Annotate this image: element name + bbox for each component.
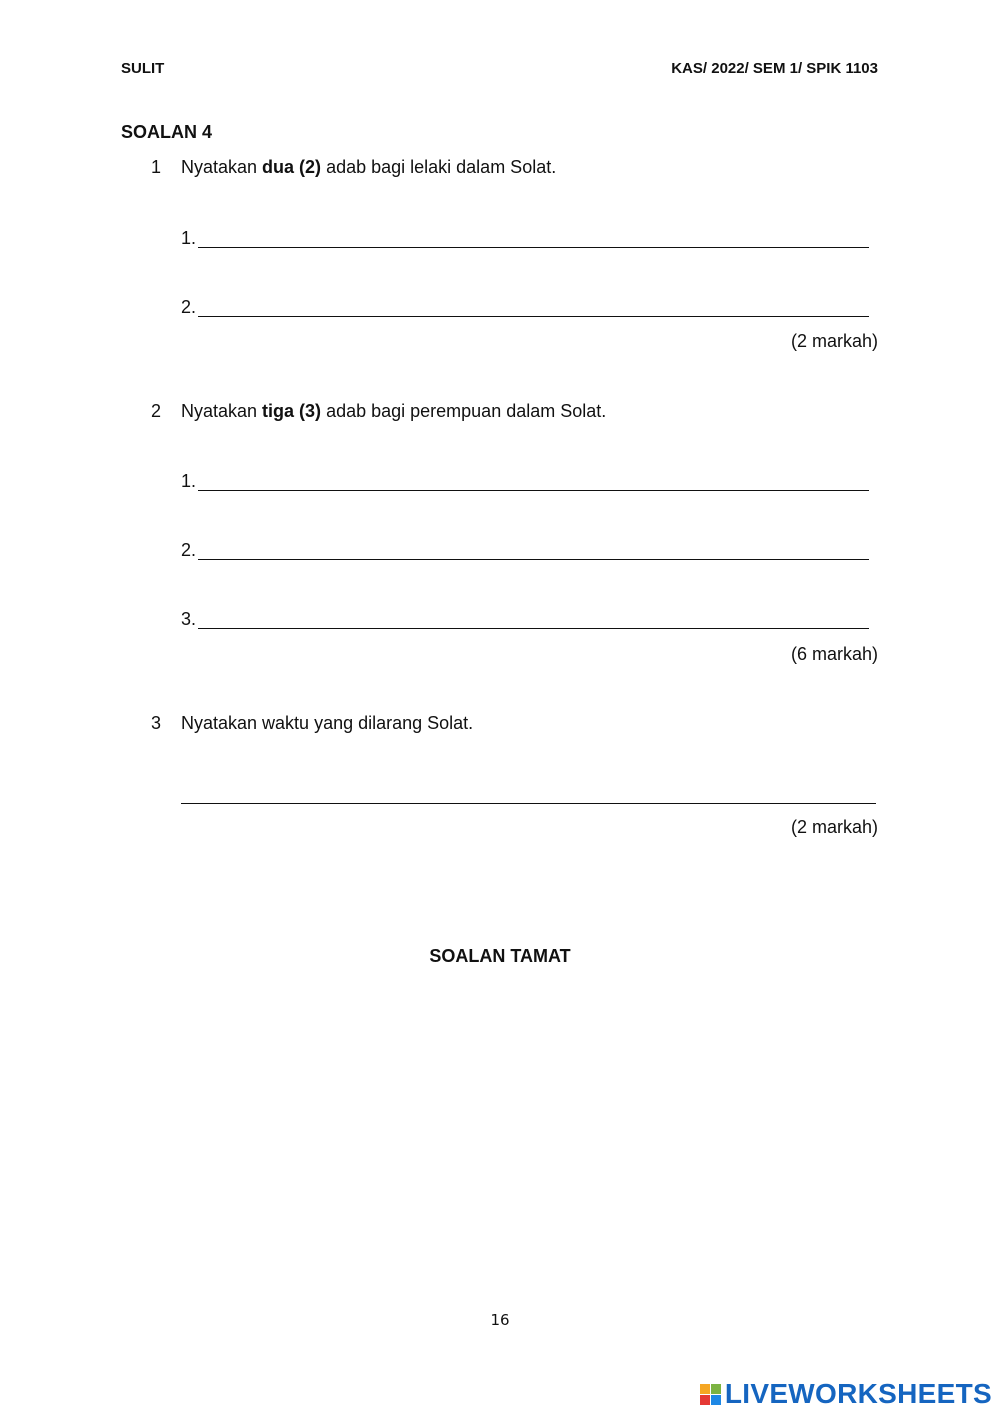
end-title: SOALAN TAMAT — [429, 946, 571, 966]
question-2-answer-3-line[interactable] — [198, 628, 869, 629]
question-2-answer-1-line[interactable] — [198, 490, 869, 491]
question-2-text: Nyatakan tiga (3) adab bagi perempuan dalam Solat. — [181, 401, 607, 421]
question-1-answer-1-label: 1. — [181, 228, 197, 248]
question-2-number: 2 — [151, 401, 162, 421]
question-2-answer-2-line[interactable] — [198, 559, 869, 560]
question-3-marks: (2 markah) — [790, 817, 878, 837]
question-3-answer-line[interactable] — [181, 803, 876, 804]
question-1-text: Nyatakan dua (2) adab bagi lelaki dalam Solat. — [181, 157, 557, 177]
header-right: KAS/ 2022/ SEM 1/ SPIK 1103 — [671, 60, 878, 77]
question-1-answer-1-line[interactable] — [198, 247, 869, 248]
question-3-number: 3 — [151, 713, 162, 733]
question-1-answer-2-label: 2. — [181, 297, 197, 317]
logo-square-3 — [700, 1395, 710, 1405]
section-title: SOALAN 4 — [121, 122, 213, 142]
page-number: 16 — [490, 1311, 510, 1329]
header-left: SULIT — [121, 60, 165, 77]
logo-square-4 — [711, 1395, 721, 1405]
question-1-number: 1 — [151, 157, 162, 177]
question-1-marks: (2 markah) — [790, 331, 878, 351]
question-1-answer-2-line[interactable] — [198, 316, 869, 317]
question-3-text: Nyatakan waktu yang dilarang Solat. — [181, 713, 474, 733]
logo-square-1 — [700, 1384, 710, 1394]
question-2-answer-1-label: 1. — [181, 471, 197, 491]
liveworksheets-logo-icon — [700, 1384, 721, 1405]
question-2-answer-2-label: 2. — [181, 540, 197, 560]
liveworksheets-wordmark: LIVEWORKSHEETS — [724, 1378, 992, 1409]
question-2-answer-3-label: 3. — [181, 609, 197, 629]
question-2-marks: (6 markah) — [790, 644, 878, 664]
liveworksheets-brand — [700, 1378, 992, 1410]
logo-square-2 — [711, 1384, 721, 1394]
